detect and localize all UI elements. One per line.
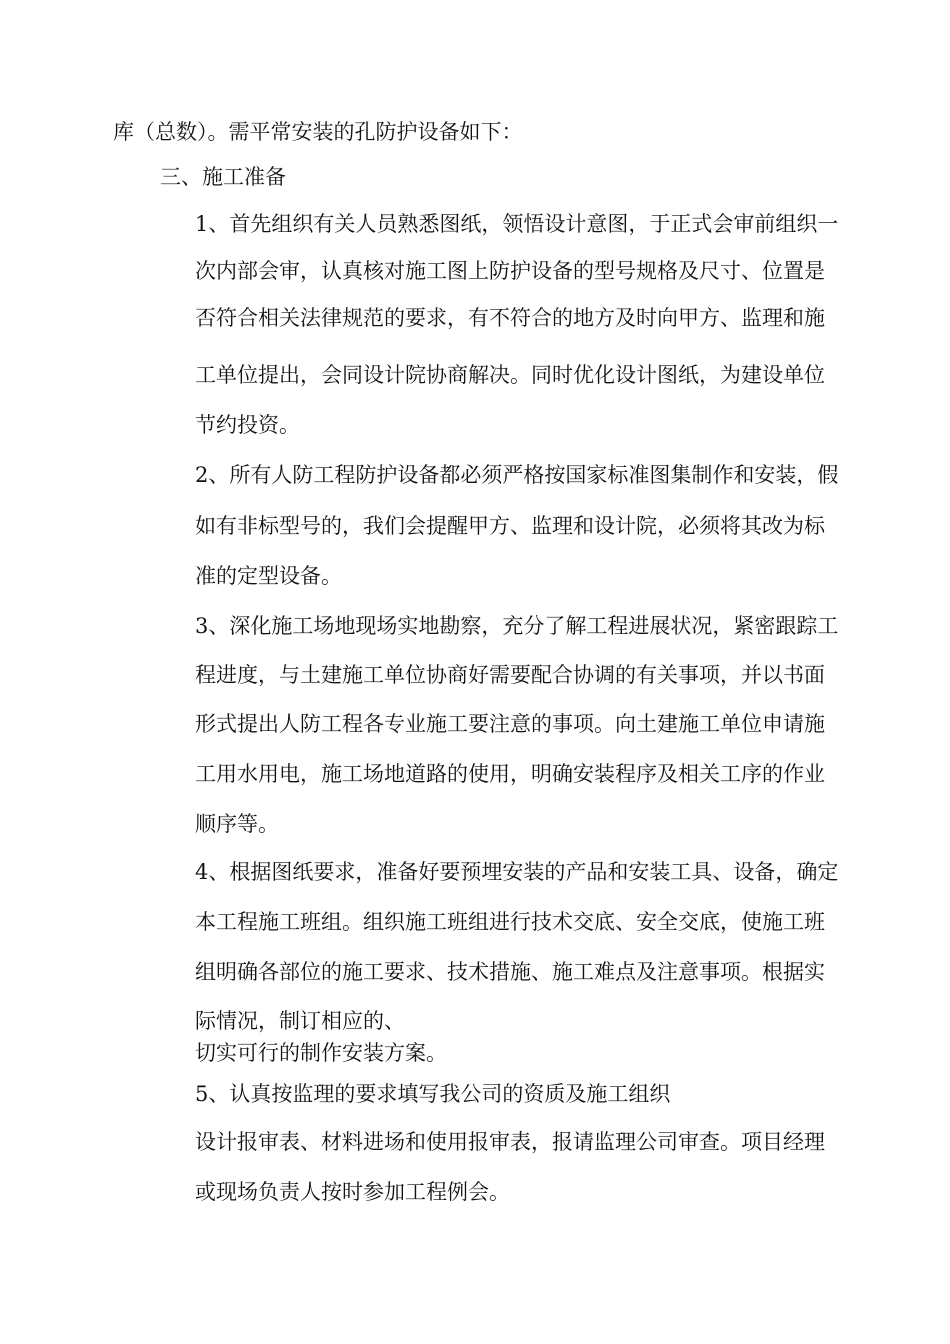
- text-line-20: 切实可行的制作安装方案。: [195, 1041, 447, 1065]
- text-line-19: 际情况，制订相应的、: [195, 1009, 405, 1033]
- text-line-10: 准的定型设备。: [195, 564, 342, 588]
- text-line-23: 或现场负责人按时参加工程例会。: [195, 1180, 510, 1204]
- text-line-11: 3、深化施工场地现场实地勘察，充分了解工程进展状况，紧密跟踪工: [195, 614, 839, 638]
- text-line-5: 否符合相关法律规范的要求，有不符合的地方及时向甲方、监理和施: [195, 306, 825, 330]
- text-line-18: 组明确各部位的施工要求、技术措施、施工难点及注意事项。根据实: [195, 960, 825, 984]
- text-line-6: 工单位提出，会同设计院协商解决。同时优化设计图纸，为建设单位: [195, 363, 825, 387]
- text-line-3: 1、首先组织有关人员熟悉图纸，领悟设计意图，于正式会审前组织一: [195, 212, 839, 236]
- text-line-17: 本工程施工班组。组织施工班组进行技术交底、安全交底，使施工班: [195, 910, 825, 934]
- text-line-14: 工用水用电，施工场地道路的使用，明确安装程序及相关工序的作业: [195, 762, 825, 786]
- text-line-4: 次内部会审，认真核对施工图上防护设备的型号规格及尺寸、位置是: [195, 259, 825, 283]
- text-line-8: 2、所有人防工程防护设备都必须严格按国家标准图集制作和安装，假: [195, 463, 839, 487]
- text-line-16: 4、根据图纸要求，准备好要预埋安装的产品和安装工具、设备，确定: [195, 860, 839, 884]
- text-line-7: 节约投资。: [195, 413, 300, 437]
- section-heading: 三、施工准备: [160, 165, 286, 189]
- text-line-9: 如有非标型号的，我们会提醒甲方、监理和设计院，必须将其改为标: [195, 514, 825, 538]
- text-line-12: 程进度，与土建施工单位协商好需要配合协调的有关事项，并以书面: [195, 663, 825, 687]
- text-line-21: 5、认真按监理的要求填写我公司的资质及施工组织: [195, 1082, 671, 1106]
- text-line-15: 顺序等。: [195, 812, 279, 836]
- text-line-1: 库（总数）。需平常安装的孔防护设备如下：: [113, 120, 523, 144]
- text-line-22: 设计报审表、材料进场和使用报审表，报请监理公司审查。项目经理: [195, 1130, 825, 1154]
- text-line-13: 形式提出人防工程各专业施工要注意的事项。向土建施工单位申请施: [195, 712, 825, 736]
